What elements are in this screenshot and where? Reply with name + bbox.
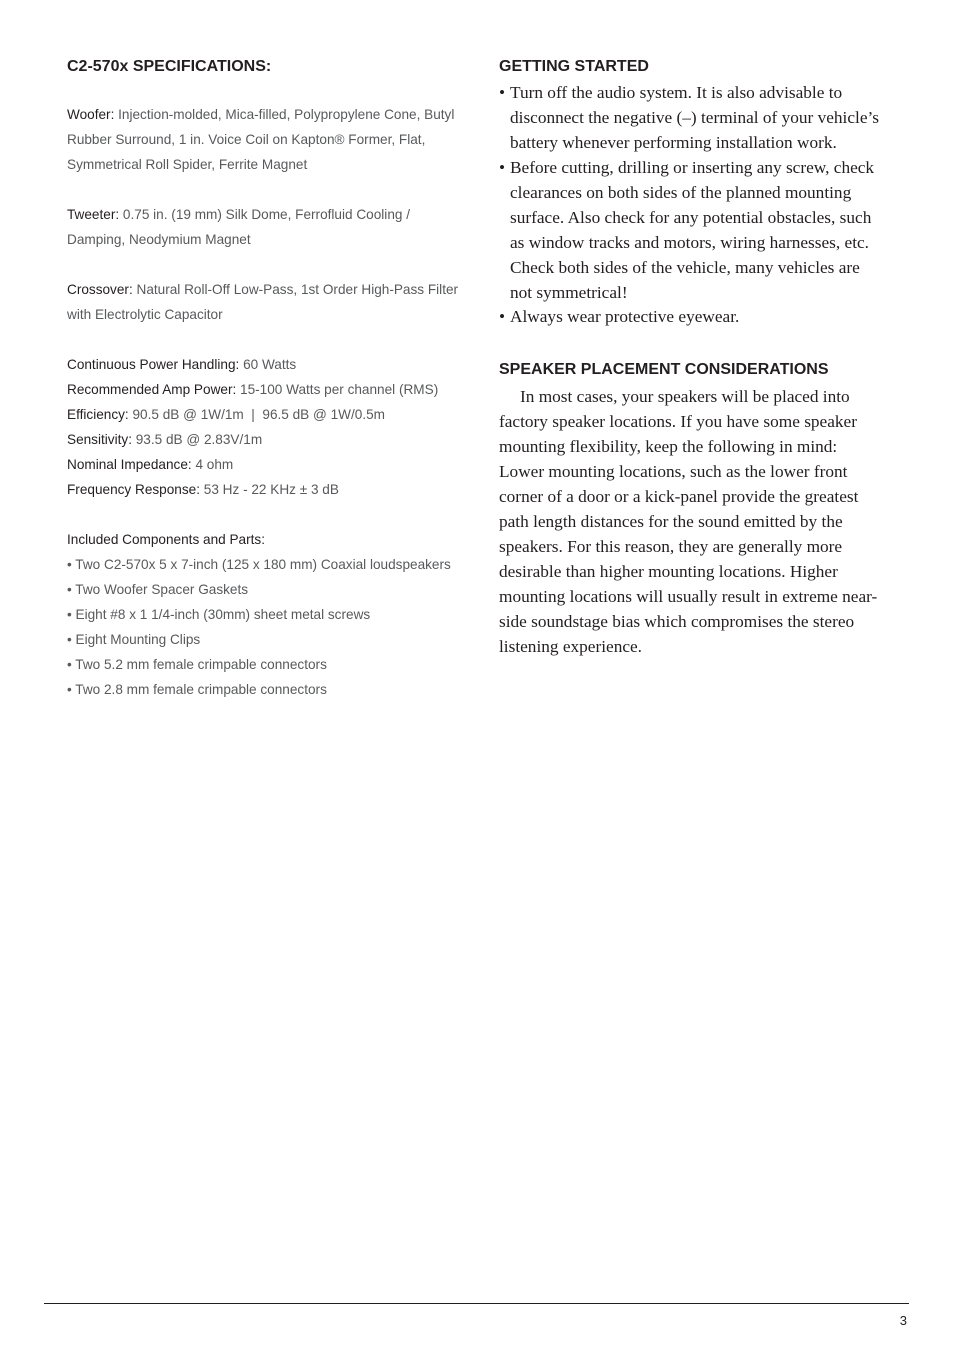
list-item: [499, 80, 879, 155]
list-item: • Two 2.8 mm female crimpable connectors: [67, 682, 327, 697]
rating-row: [67, 452, 462, 477]
tweeter-spec: [67, 202, 462, 252]
specifications-heading: C2-570x SPECIFICATIONS:: [67, 58, 272, 75]
list-item: • Two Woofer Spacer Gaskets: [67, 582, 249, 597]
rating-label: Frequency Response:: [67, 482, 200, 497]
list-item: • Two C2-570x 5 x 7-inch (125 x 180 mm) Coaxial loudspeakers: [67, 557, 451, 572]
list-item-text: Always wear protective eyewear.: [510, 307, 740, 326]
page-number: 3: [899, 1313, 907, 1328]
placement-body: In most cases, your speakers will be placed into factory speaker locations. If you have some speaker mounting flexibility, keep the following in mind: Lower mounting locations, such as the lower front corner of a door or a kick-panel provide the greatest path length distances for the sound emitted by the speakers. For this reason, they are generally more desirable than higher mounting locations. Higher mounting locations will usually result in extreme near-side soundstage bias which compromises the stereo listening experience.: [499, 387, 878, 656]
footer-divider: [44, 1303, 909, 1304]
woofer-label: Woofer:: [67, 107, 115, 122]
bullet-icon: •: [499, 158, 506, 177]
rating-label: Recommended Amp Power:: [67, 382, 237, 397]
instructions-column: [499, 56, 879, 659]
rating-value: 90.5 dB @ 1W/1m | 96.5 dB @ 1W/0.5m: [132, 407, 385, 422]
tweeter-text: 0.75 in. (19 mm) Silk Dome, Ferrofluid Cooling / Damping, Neodymium Magnet: [67, 207, 411, 247]
list-item: [499, 305, 879, 325]
crossover-text: Natural Roll-Off Low-Pass, 1st Order High-Pass Filter with Electrolytic Capacitor: [67, 282, 459, 322]
rating-value: 93.5 dB @ 2.83V/1m: [135, 432, 263, 447]
rating-row: [67, 377, 462, 402]
specifications-column: [67, 56, 462, 702]
list-item: [499, 155, 879, 305]
ratings-list: [67, 352, 462, 502]
getting-started-list: [499, 80, 879, 325]
list-item: • Eight #8 x 1 1/4-inch (30mm) sheet metal screws: [67, 607, 371, 622]
rating-value: 4 ohm: [195, 457, 234, 472]
rating-label: Efficiency:: [67, 407, 129, 422]
bullet-icon: •: [499, 83, 506, 102]
rating-label: Continuous Power Handling:: [67, 357, 240, 372]
placement-heading: SPEAKER PLACEMENT CONSIDERATIONS: [499, 361, 829, 378]
rating-label: Nominal Impedance:: [67, 457, 192, 472]
rating-row: [67, 477, 462, 502]
rating-row: [67, 352, 462, 377]
rating-label: Sensitivity:: [67, 432, 132, 447]
woofer-text: Injection-molded, Mica-filled, Polypropylene Cone, Butyl Rubber Surround, 1 in. Voice Coil on Kapton® Former, Flat, Symmetrical Roll Spider, Ferrite Magnet: [67, 107, 455, 172]
rating-row: [67, 402, 462, 427]
getting-started-heading: GETTING STARTED: [499, 58, 649, 75]
list-item-text: Before cutting, drilling or inserting any screw, check clearances on both sides of the planned mounting surface. Also check for any potential obstacles, such as window tracks and motors, wiring harnesses, etc. Check both sides of the vehicle, many vehicles are not symmetrical!: [510, 158, 875, 302]
bullet-icon: •: [499, 307, 506, 326]
crossover-spec: [67, 277, 462, 327]
list-item: • Eight Mounting Clips: [67, 632, 201, 647]
list-item-text: Turn off the audio system. It is also advisable to disconnect the negative (–) terminal of your vehicle’s battery whenever performing installation work.: [510, 83, 880, 152]
parts-title: Included Components and Parts:: [67, 532, 265, 547]
crossover-label: Crossover:: [67, 282, 133, 297]
woofer-spec: [67, 102, 462, 177]
parts-list: [67, 552, 462, 702]
tweeter-label: Tweeter:: [67, 207, 120, 222]
rating-value: 53 Hz - 22 KHz ± 3 dB: [203, 482, 339, 497]
rating-value: 60 Watts: [243, 357, 297, 372]
list-item: • Two 5.2 mm female crimpable connectors: [67, 657, 327, 672]
rating-row: [67, 427, 462, 452]
rating-value: 15-100 Watts per channel (RMS): [240, 382, 439, 397]
